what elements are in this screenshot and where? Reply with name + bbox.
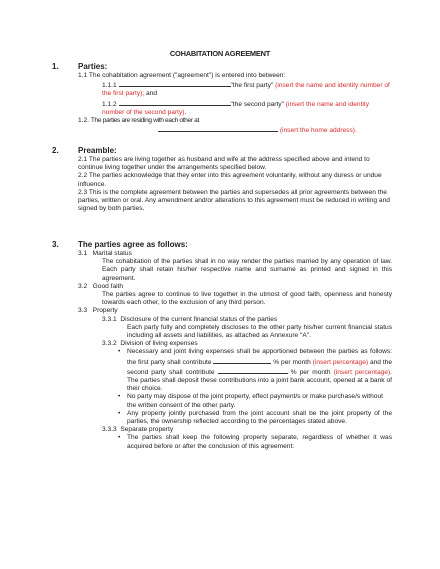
section-heading: 3. The parties agree as follows: [52, 240, 188, 249]
list-item: • Any property jointly purchased from the joint account shall be the joint property of the parties, the ownership reflected according to the percentages stated above. [118, 410, 392, 426]
clause-1-1-2: 1.1.2 "the second party" (insert the name and identity number of the second party). [102, 100, 369, 116]
clause-1-2: 1.2. The parties are residing with each other at (insert the home address). [78, 117, 357, 135]
clause-3-2: 3.2 Good faith [78, 282, 124, 290]
blank-line [213, 357, 271, 364]
section-heading: 2. Preamble: [52, 146, 117, 155]
list-item: • Necessary and joint living expenses shall be apportioned between the parties as follows: the first party shall contribute % per month (insert percentage) and the second party shall contribute % per month (insert percentage). The parties shall deposit these contributions into a joint bank account, opened at a bank of their choice. [118, 348, 392, 393]
clause-2-3: 2.3 This is the complete agreement between the parties and supersedes all prior agreements between the parties, written or oral. Any amendment and/or alterations to this agreement must be reduced in writing and signed by both parties. [78, 188, 390, 213]
clause-3-2-body: The parties agree to continue to live together in the utmost of good faith, openness and honesty towards each other, to the exclusion of any third person. [102, 291, 392, 307]
clause-3-3-3: 3.3.3 Separate property [102, 426, 174, 434]
blank-line [119, 80, 231, 87]
section-heading: 1. Parties: [52, 62, 108, 71]
clause-3-3-2: 3.3.2 Division of living expenses [102, 340, 198, 348]
clause-3-1: 3.1 Marital status [78, 250, 132, 257]
blank-line [158, 125, 278, 132]
clause-3-3-1-body: Each party fully and completely discloses to the other party his/her current financial status including all assets and liabilities, as attached as Annexure "A". [127, 323, 392, 340]
section-parties [52, 62, 392, 135]
section-agreement-terms [52, 240, 392, 451]
list-item: • No party may dispose of the joint property, effect payment/s or make purchase/s without the written consent of the other party. [118, 393, 392, 409]
document-title: COHABITATION AGREEMENT [169, 49, 271, 58]
clause-2-1: 2.1 The parties are living together as husband and wife at the address specified above and intend to continue living together under the arrangements specified below. [78, 156, 370, 172]
list-item: • The parties shall keep the following property separate, regardless of whether it was acquired before or after the conclusion of this agreement: [118, 434, 392, 450]
clause-1-1-1: 1.1.1 "the first party" (insert the name and identity number of the first party); and [102, 82, 390, 98]
clause-3-3: 3.3 Property [78, 307, 118, 315]
blank-line [218, 367, 288, 374]
section-preamble [52, 146, 392, 213]
clause-3-3-1: 3.3.1 Disclosure of the current financial status of the parties [102, 315, 278, 323]
clause-1-1: 1.1 The cohabitation agreement ("agreement") is entered into between: [78, 72, 286, 79]
clause-2-2: 2.2 The parties acknowledge that they enter into this agreement voluntarily, without any duress or undue influence. [78, 172, 382, 188]
clause-3-1-body: The cohabitation of the parties shall in no way render the parties married by any operation of law. Each party shall retain his/her respective name and surname as printed and signed in this agreement. [102, 258, 392, 282]
expense-bullets [52, 348, 392, 426]
blank-line [119, 99, 231, 106]
